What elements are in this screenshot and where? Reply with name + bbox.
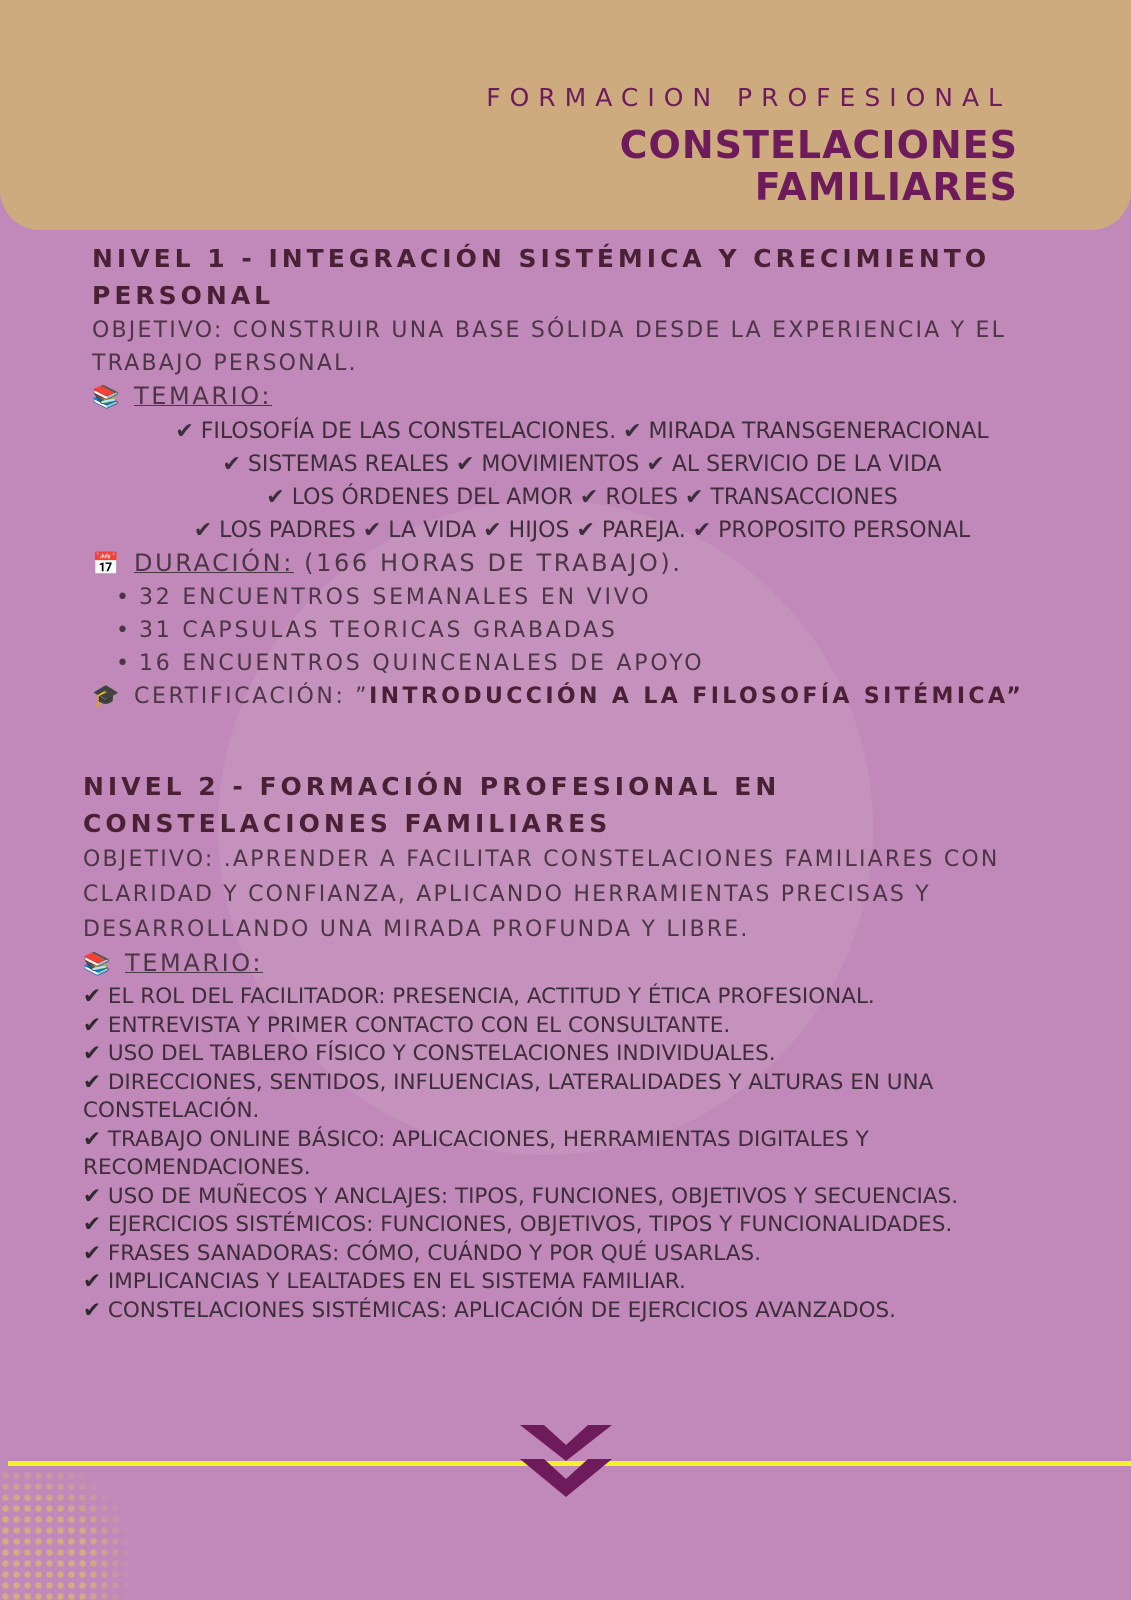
list-item: ✔ CONSTELACIONES SISTÉMICAS: APLICACIÓN DE EJERCICIOS AVANZADOS. [83, 1297, 897, 1323]
list-item: ✔ USO DEL TABLERO FÍSICO Y CONSTELACIONES INDIVIDUALES. [83, 1041, 776, 1066]
check-mark-icon: ✔ [83, 1041, 102, 1066]
level-1-temario-list [92, 415, 1072, 547]
check-mark-icon: ✔ [83, 1297, 102, 1323]
level-1-bullets [92, 581, 1092, 680]
list-item: ✔ USO DE MUÑECOS Y ANCLAJES: TIPOS, FUNCIONES, OBJETIVOS Y SECUENCIAS. [83, 1183, 959, 1209]
duracion-label: DURACIÓN: [134, 549, 294, 577]
check-mark-icon: ✔ [83, 984, 102, 1009]
level-2-objective: OBJETIVO: .APRENDER A FACILITAR CONSTELACIONES FAMILIARES CON CLARIDAD Y CONFIANZA, APLICANDO HERRAMIENTAS PRECISAS Y DESARROLLANDO UNA MIRADA PROFUNDA Y LIBRE. [83, 847, 1000, 942]
level-2-heading: NIVEL 2 - FORMACIÓN PROFESIONAL EN CONSTELACIONES FAMILIARES [83, 772, 781, 838]
level-1-section [92, 240, 1092, 713]
level-2-section [83, 768, 1083, 1325]
list-item: • 16 ENCUENTROS QUINCENALES DE APOYO [116, 647, 1092, 680]
list-item: ✔ ENTREVISTA Y PRIMER CONTACTO CON EL CONSULTANTE. [83, 1012, 731, 1038]
level-2-temario-list [83, 983, 1043, 1325]
cert-label: CERTIFICACIÓN: ” [134, 684, 370, 709]
page-header [0, 0, 1131, 230]
list-item: • 31 CAPSULAS TEORICAS GRABADAS [116, 614, 1092, 647]
temario-row: ✔ SISTEMAS REALES ✔ MOVIMIENTOS ✔ AL SERVICIO DE LA VIDA [222, 452, 942, 477]
graduation-cap-icon: 🎓 [92, 684, 122, 709]
check-mark-icon: ✔ [83, 1269, 102, 1294]
list-item: ✔ FRASES SANADORAS: CÓMO, CUÁNDO Y POR QUÉ USARLAS. [83, 1240, 761, 1266]
check-mark-icon: ✔ [83, 1183, 102, 1209]
level-1-objective: OBJETIVO: CONSTRUIR UNA BASE SÓLIDA DESDE LA EXPERIENCIA Y EL TRABAJO PERSONAL. [92, 318, 1007, 376]
books-icon: 📚 [92, 385, 122, 410]
page-title [620, 124, 1018, 208]
check-mark-icon: ✔ [83, 1212, 102, 1237]
level-1-certificacion [92, 680, 1092, 713]
level-1-heading: NIVEL 1 - INTEGRACIÓN SISTÉMICA Y CRECIMIENTO PERSONAL [92, 244, 991, 310]
cert-value: INTRODUCCIÓN A LA FILOSOFÍA SITÉMICA” [369, 684, 1025, 709]
title-line-1: CONSTELACIONES [619, 123, 1018, 167]
list-item: ✔ EJERCICIOS SISTÉMICOS: FUNCIONES, OBJETIVOS, TIPOS Y FUNCIONALIDADES. [83, 1212, 953, 1237]
title-line-2: FAMILIARES [754, 165, 1018, 209]
check-mark-icon: ✔ [83, 1069, 102, 1095]
calendar-icon: 📅 [92, 552, 122, 577]
list-item: ✔ DIRECCIONES, SENTIDOS, INFLUENCIAS, LATERALIDADES Y ALTURAS EN UNA CONSTELACIÓN. [83, 1069, 934, 1123]
check-mark-icon: ✔ [83, 1126, 102, 1152]
duracion-value: (166 HORAS DE TRABAJO). [293, 549, 683, 577]
decorative-dot-pattern [0, 1470, 145, 1600]
temario-row: ✔ FILOSOFÍA DE LAS CONSTELACIONES. ✔ MIRADA TRANSGENERACIONAL [175, 419, 989, 444]
level-1-duracion [92, 547, 1092, 581]
level-2-temario-label: 📚 TEMARIO: [83, 947, 1083, 981]
temario-row: ✔ LOS PADRES ✔ LA VIDA ✔ HIJOS ✔ PAREJA. ✔ PROPOSITO PERSONAL [193, 518, 971, 543]
temario-row: ✔ LOS ÓRDENES DEL AMOR ✔ ROLES ✔ TRANSACCIONES [266, 485, 898, 510]
check-mark-icon: ✔ [83, 1240, 102, 1266]
check-mark-icon: ✔ [83, 1012, 102, 1038]
list-item: • 32 ENCUENTROS SEMANALES EN VIVO [116, 581, 1092, 614]
header-kicker: FORMACION PROFESIONAL [486, 83, 1011, 112]
books-icon: 📚 [83, 952, 113, 977]
list-item: ✔ IMPLICANCIAS Y LEALTADES EN EL SISTEMA FAMILIAR. [83, 1269, 686, 1294]
list-item: ✔ EL ROL DEL FACILITADOR: PRESENCIA, ACTITUD Y ÉTICA PROFESIONAL. [83, 984, 875, 1009]
double-chevron-down-icon[interactable] [520, 1425, 612, 1501]
level-1-temario-label: 📚 TEMARIO: [92, 380, 1092, 414]
list-item: ✔ TRABAJO ONLINE BÁSICO: APLICACIONES, HERRAMIENTAS DIGITALES Y RECOMENDACIONES. [83, 1126, 869, 1180]
